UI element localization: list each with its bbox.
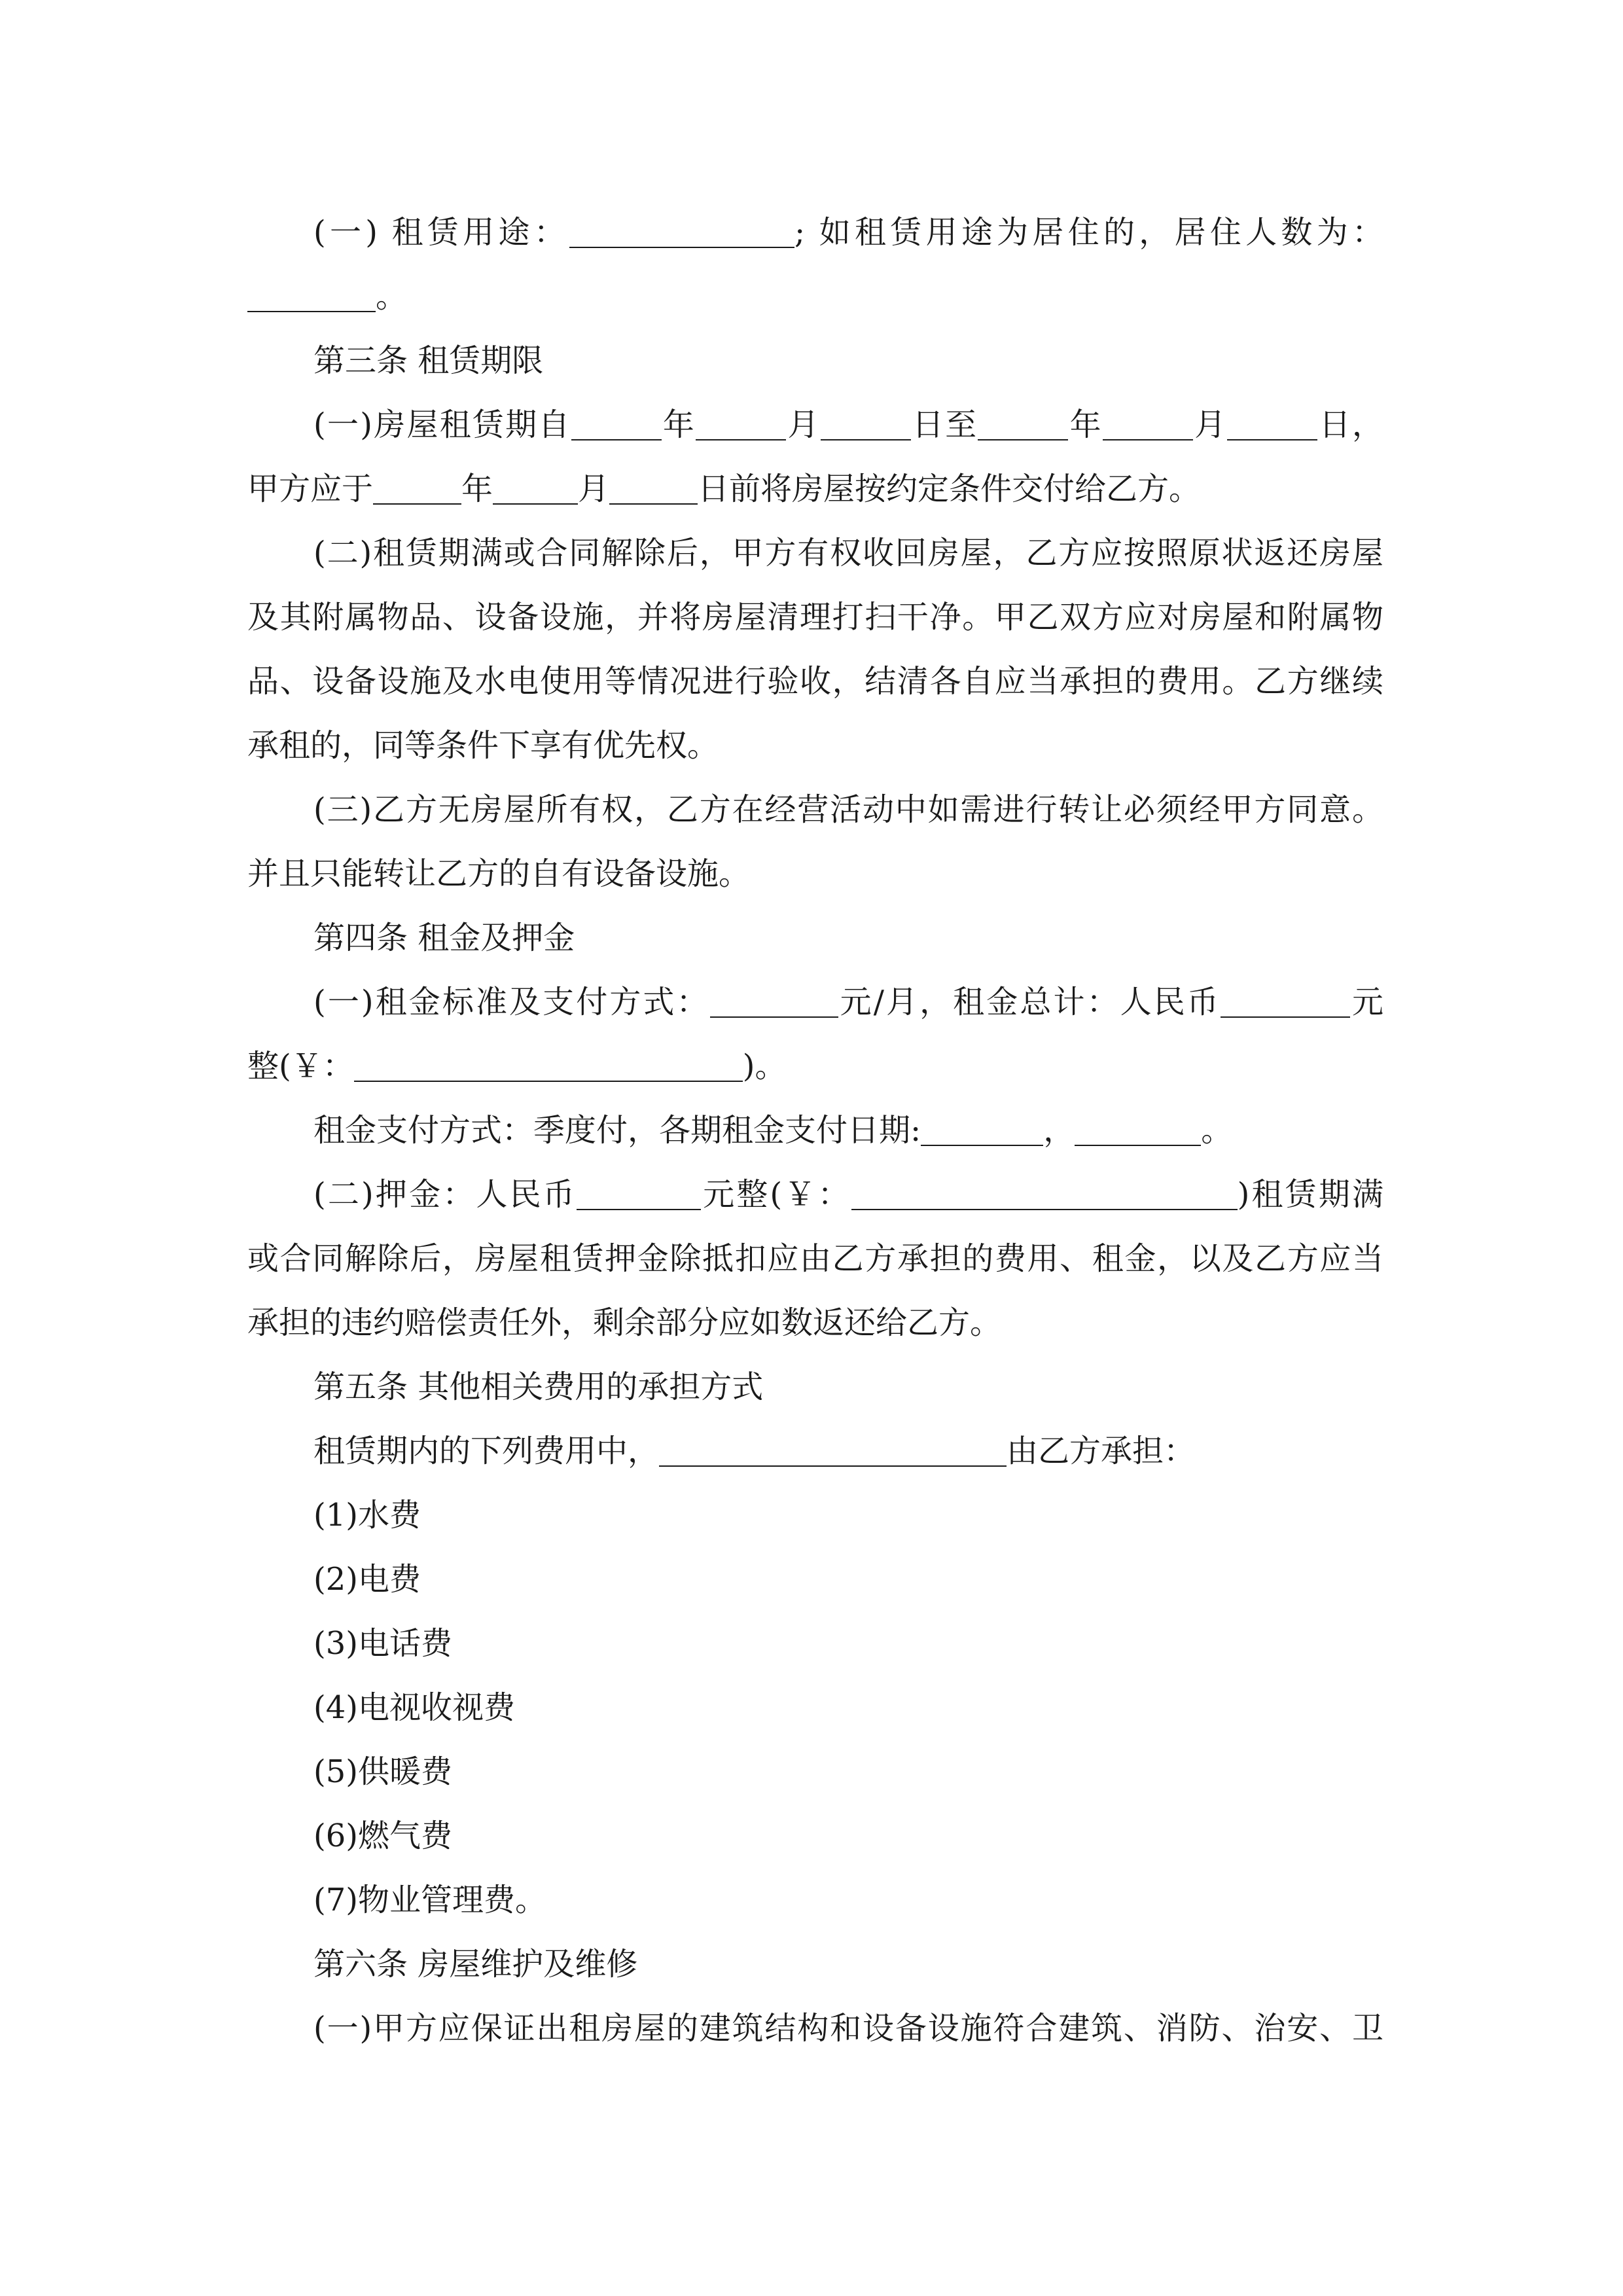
- clause-transfer-cont: [247, 842, 1383, 906]
- line-text: 第三条 租赁期限: [313, 342, 544, 379]
- fill-in-blank: [247, 311, 376, 312]
- clause-lease-expiry-cont: [247, 713, 1383, 778]
- line-text: 品、设备设施及水电使用等情况进行验收，结清各自应当承担的费用。乙方继续: [247, 663, 1383, 700]
- line-text: 。: [376, 278, 408, 315]
- line-text: 第五条 其他相关费用的承担方式: [313, 1369, 764, 1405]
- line-text: 并且只能转让乙方的自有设备设施。: [247, 855, 751, 892]
- line-text: 甲方应于: [247, 471, 374, 507]
- line-text: (6)燃气费: [313, 1818, 452, 1854]
- fill-in-blank: [373, 503, 461, 505]
- line-text: 年: [1068, 406, 1103, 443]
- expense-item-gas: [247, 1804, 1383, 1868]
- clause-expense-bearer: [247, 1419, 1383, 1483]
- line-text: 元/月，租金总计：人民币: [838, 984, 1221, 1020]
- clause-lease-expiry-cont: [247, 649, 1383, 713]
- fill-in-blank: [354, 1081, 743, 1082]
- line-text: (5)供暖费: [313, 1753, 452, 1790]
- line-text: 月: [578, 471, 610, 507]
- line-text: 。: [1201, 1112, 1233, 1149]
- line-text: (三)乙方无房屋所有权，乙方在经营活动中如需进行转让必须经甲方同意。: [313, 791, 1383, 828]
- line-text: 日前将房屋按约定条件交付给乙方。: [698, 471, 1201, 507]
- line-text: 租赁期内的下列费用中，: [313, 1433, 660, 1469]
- fill-in-blank: [1103, 439, 1193, 440]
- line-text: 第四条 租金及押金: [313, 920, 575, 956]
- fill-in-blank: [696, 439, 786, 440]
- line-text: (一)甲方应保证出租房屋的建筑结构和设备设施符合建筑、消防、治安、卫: [313, 2010, 1383, 2047]
- line-text: (4)电视收视费: [313, 1689, 515, 1726]
- line-text: 承担的违约赔偿责任外，剩余部分应如数返还给乙方。: [247, 1304, 1002, 1341]
- line-text: (1)水费: [313, 1497, 421, 1534]
- contract-page: [247, 200, 1383, 2060]
- clause-transfer: [247, 778, 1383, 842]
- line-text: 由乙方承担：: [1007, 1433, 1196, 1469]
- fill-in-blank: [710, 1016, 838, 1018]
- expense-item-electricity: [247, 1547, 1383, 1611]
- clause-maintenance: [247, 1996, 1383, 2060]
- clause-lease-term: [247, 393, 1383, 457]
- line-text: (二)押金：人民币: [313, 1176, 577, 1213]
- fill-in-blank: [921, 1145, 1043, 1146]
- fill-in-blank: [609, 503, 698, 505]
- line-text: 及其附属物品、设备设施，并将房屋清理打扫干净。甲乙双方应对房屋和附属物: [247, 599, 1383, 636]
- line-text: 月: [786, 406, 821, 443]
- line-text: 年: [461, 471, 493, 507]
- line-text: (一) 租赁用途：: [313, 214, 569, 251]
- fill-in-blank: [1075, 1145, 1201, 1146]
- fill-in-blank: [851, 1209, 1238, 1210]
- line-text: (3)电话费: [313, 1625, 452, 1662]
- article-3-heading: [247, 329, 1383, 393]
- expense-item-water: [247, 1483, 1383, 1547]
- line-text: )。: [742, 1048, 787, 1085]
- line-text: 日，: [1317, 406, 1383, 443]
- fill-in-blank: [659, 1465, 1007, 1467]
- expense-item-property-management: [247, 1868, 1383, 1932]
- line-text: 元: [1349, 984, 1383, 1020]
- line-text: (二)租赁期满或合同解除后，甲方有权收回房屋，乙方应按照原状返还房屋: [313, 535, 1383, 571]
- article-4-heading: [247, 906, 1383, 970]
- clause-deposit: [247, 1162, 1383, 1227]
- fill-in-blank: [571, 439, 662, 440]
- clause-lease-expiry: [247, 521, 1383, 585]
- fill-in-blank: [1221, 1016, 1350, 1018]
- expense-item-telephone: [247, 1611, 1383, 1676]
- line-text: 第六条 房屋维护及维修: [313, 1946, 638, 1982]
- fill-in-blank: [569, 247, 794, 248]
- line-text: 年: [661, 406, 696, 443]
- fill-in-blank: [1227, 439, 1317, 440]
- article-5-heading: [247, 1355, 1383, 1419]
- fill-in-blank: [978, 439, 1068, 440]
- line-text: (2)电费: [313, 1561, 421, 1598]
- line-text: 承租的，同等条件下享有优先权。: [247, 727, 719, 764]
- line-text: (一)租金标准及支付方式：: [313, 984, 710, 1020]
- line-text: (7)物业管理费。: [313, 1882, 546, 1918]
- fill-in-blank: [821, 439, 911, 440]
- expense-item-heating: [247, 1740, 1383, 1804]
- line-text: (一)房屋租赁期自: [313, 406, 571, 443]
- line-text: 租金支付方式：季度付，各期租金支付日期:: [313, 1112, 921, 1149]
- line-text: 整(￥：: [247, 1048, 354, 1085]
- clause-lease-purpose: [247, 200, 1383, 264]
- clause-deposit-cont: [247, 1291, 1383, 1355]
- line-text: 或合同解除后，房屋租赁押金除抵扣应由乙方承担的费用、租金，以及乙方应当: [247, 1240, 1383, 1277]
- clause-rent-payment: [247, 1098, 1383, 1162]
- line-text: )租赁期满: [1237, 1176, 1383, 1213]
- line-text: ，: [1043, 1112, 1075, 1149]
- clause-lease-term-cont: [247, 457, 1383, 521]
- line-text: 元整(￥：: [700, 1176, 851, 1213]
- fill-in-blank: [493, 503, 578, 505]
- line-text: 月: [1192, 406, 1228, 443]
- article-6-heading: [247, 1932, 1383, 1996]
- fill-in-blank: [577, 1209, 701, 1210]
- clause-lease-expiry-cont: [247, 585, 1383, 649]
- clause-rent-standard: [247, 970, 1383, 1034]
- line-text: 日至: [910, 406, 978, 443]
- clause-rent-standard-cont: [247, 1034, 1383, 1098]
- clause-deposit-cont: [247, 1227, 1383, 1291]
- line-text: ; 如租赁用途为居住的，居住人数为：: [794, 214, 1383, 251]
- clause-lease-purpose-cont: [247, 264, 1383, 329]
- expense-item-tv: [247, 1676, 1383, 1740]
